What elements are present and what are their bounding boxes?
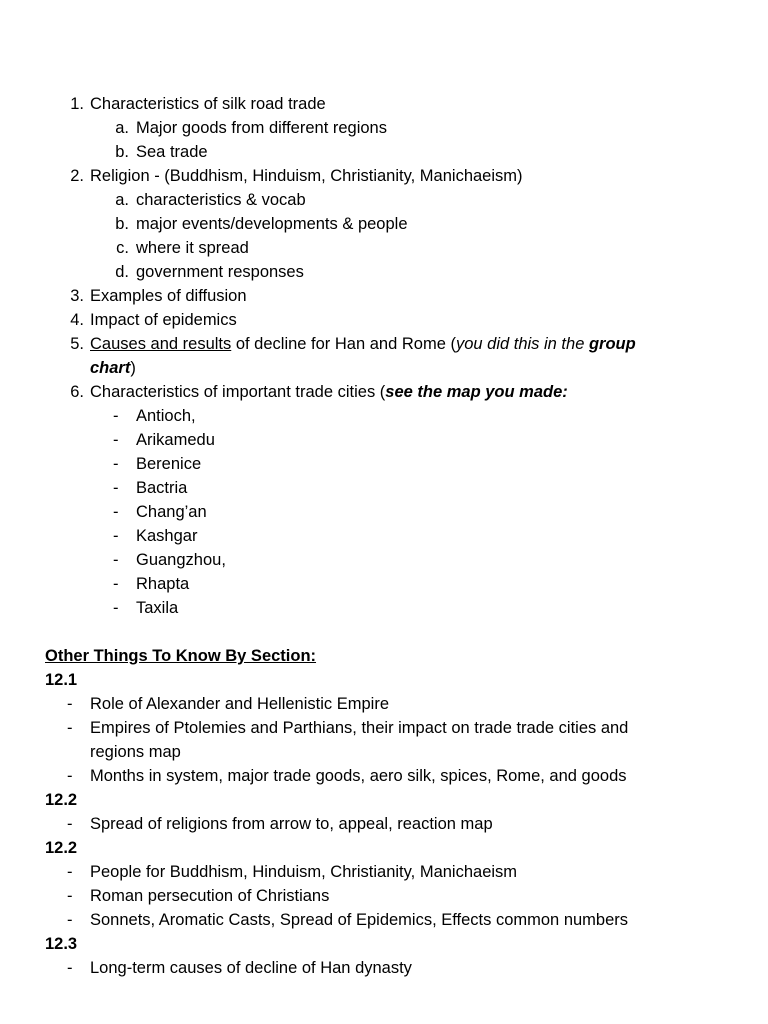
item-2a-text: characteristics & vocab	[136, 191, 306, 209]
city-dash: -	[113, 527, 119, 545]
bullet-dash: -	[67, 887, 73, 905]
bullet-dash: -	[67, 695, 73, 713]
section-item: Role of Alexander and Hellenistic Empire	[90, 695, 389, 713]
item-4-number: 4.	[70, 311, 84, 329]
city-dash: -	[113, 431, 119, 449]
bullet-dash: -	[67, 767, 73, 785]
bullet-dash: -	[67, 911, 73, 929]
item-6-text: Characteristics of important trade cities (see the map you made:	[90, 383, 568, 401]
city-item: Rhapta	[136, 575, 190, 593]
city-dash: -	[113, 575, 119, 593]
item-1b-letter: b.	[115, 143, 129, 161]
city-item: Arikamedu	[136, 431, 215, 449]
item-4-text: Impact of epidemics	[90, 311, 237, 329]
bullet-dash: -	[67, 719, 73, 737]
city-dash: -	[113, 503, 119, 521]
item-2-text: Religion - (Buddhism, Hinduism, Christianity, Manichaeism)	[90, 167, 523, 185]
item-2b-text: major events/developments & people	[136, 215, 408, 233]
city-dash: -	[113, 455, 119, 473]
item-2c-text: where it spread	[136, 239, 249, 257]
city-item: Antioch,	[136, 407, 196, 425]
city-dash: -	[113, 551, 119, 569]
city-item: Taxila	[136, 599, 179, 617]
section-heading: Other Things To Know By Section:	[45, 647, 317, 665]
section-item-continued: regions map	[90, 743, 181, 761]
city-item: Berenice	[136, 455, 202, 473]
bullet-dash: -	[67, 959, 73, 977]
section-label-12-2: 12.2	[45, 791, 78, 809]
item-1a-letter: a.	[115, 119, 129, 137]
section-item: Empires of Ptolemies and Parthians, their impact on trade trade cities and	[90, 719, 629, 737]
section-item: Sonnets, Aromatic Casts, Spread of Epidemics, Effects common numbers	[90, 911, 629, 929]
section-item: People for Buddhism, Hinduism, Christianity, Manichaeism	[90, 863, 518, 881]
item-5-number: 5.	[70, 335, 84, 353]
city-item: Guangzhou,	[136, 551, 226, 569]
city-item: Chang’an	[136, 503, 207, 521]
item-5-text: Causes and results of decline for Han and Rome (you did this in the group	[90, 335, 636, 353]
section-item: Long-term causes of decline of Han dynasty	[90, 959, 412, 977]
bullet-dash: -	[67, 863, 73, 881]
section-label-12-3: 12.3	[45, 935, 78, 953]
item-1-text: Characteristics of silk road trade	[90, 95, 326, 113]
city-dash: -	[113, 599, 119, 617]
city-dash: -	[113, 479, 119, 497]
item-3-text: Examples of diffusion	[90, 287, 247, 305]
item-1b-text: Sea trade	[136, 143, 208, 161]
bullet-dash: -	[67, 815, 73, 833]
item-6-number: 6.	[70, 383, 84, 401]
item-2d-text: government responses	[136, 263, 304, 281]
city-item: Kashgar	[136, 527, 198, 545]
item-1-number: 1.	[70, 95, 84, 113]
item-2-number: 2.	[70, 167, 84, 185]
city-item: Bactria	[136, 479, 188, 497]
item-2d-letter: d.	[115, 263, 129, 281]
item-2a-letter: a.	[115, 191, 129, 209]
section-item: Months in system, major trade goods, aero silk, spices, Rome, and goods	[90, 767, 627, 785]
item-3-number: 3.	[70, 287, 84, 305]
item-1a-text: Major goods from different regions	[136, 119, 387, 137]
item-5-text-continued: chart)	[90, 359, 136, 377]
section-item: Spread of religions from arrow to, appeal, reaction map	[90, 815, 493, 833]
item-2c-letter: c.	[116, 239, 129, 257]
section-label-12-1: 12.1	[45, 671, 78, 689]
city-dash: -	[113, 407, 119, 425]
causes-and-results-underlined: Causes and results	[90, 335, 232, 353]
section-item: Roman persecution of Christians	[90, 887, 330, 905]
section-label-12-2-second: 12.2	[45, 839, 78, 857]
item-2b-letter: b.	[115, 215, 129, 233]
